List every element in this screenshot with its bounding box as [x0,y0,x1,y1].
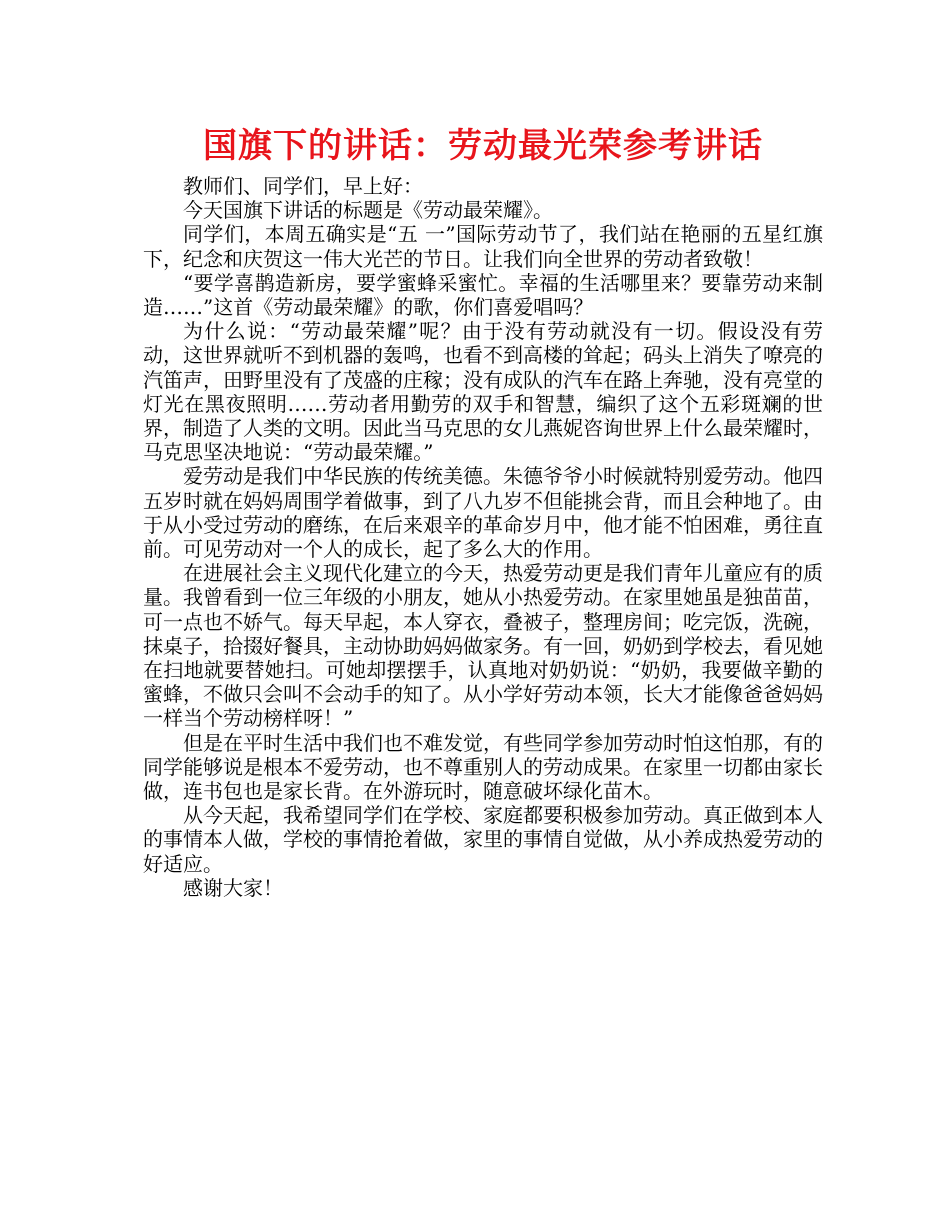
body-paragraph: “要学喜鹊造新房，要学蜜蜂采蜜忙。幸福的生活哪里来？要靠劳动来制造……”这首《劳动最荣耀》的歌，你们喜爱唱吗？ [143,270,823,320]
body-paragraph: 但是在平时生活中我们也不难发觉，有些同学参加劳动时怕这怕那，有的同学能够说是根本不爱劳动，也不尊重别人的劳动成果。在家里一切都由家长做，连书包也是家长背。在外游玩时，随意破坏绿化苗木。 [143,730,823,804]
topic-paragraph: 今天国旗下讲话的标题是《劳动最荣耀》。 [183,198,553,223]
body-paragraph: 在进展社会主义现代化建立的今天，热爱劳动更是我们青年儿童应有的质量。我曾看到一位三年级的小朋友，她从小热爱劳动。在家里她虽是独苗苗，可一点也不娇气。每天早起，本人穿衣，叠被子，整理房间；吃完饭，洗碗，抹桌子，拾掇好餐具，主动协助妈妈做家务。有一回，奶奶到学校去，看见她在扫地就要替她扫。可她却摆摆手，认真地对奶奶说：“奶奶，我要做辛勤的蜜蜂，不做只会叫不会动手的知了。从小学好劳动本领，长大才能像爸爸妈妈一样当个劳动榜样呀！” [143,561,823,731]
body-paragraph: 从今天起，我希望同学们在学校、家庭都要积极参加劳动。真正做到本人的事情本人做，学校的事情抢着做，家里的事情自觉做，从小养成热爱劳动的好适应。 [143,803,823,876]
body-paragraph: 同学们，本周五确实是“五 一”国际劳动节了，我们站在艳丽的五星红旗下，纪念和庆贺这一伟大光芒的节日。让我们向全世界的劳动者致敬！ [143,222,823,271]
document-body [143,174,823,900]
greeting-paragraph: 教师们、同学们，早上好： [183,174,423,198]
closing-paragraph: 感谢大家！ [183,875,283,900]
body-paragraph: 爱劳动是我们中华民族的传统美德。朱德爷爷小时候就特别爱劳动。他四五岁时就在妈妈周围学着做事，到了八九岁不但能挑会背，而且会种地了。由于从小受过劳动的磨练，在后来艰辛的革命岁月中，他才能不怕困难，勇往直前。可见劳动对一个人的成长，起了多么大的作用。 [143,464,823,562]
body-paragraph: 为什么说：“劳动最荣耀”呢？由于没有劳动就没有一切。假设没有劳动，这世界就听不到机器的轰鸣，也看不到高楼的耸起；码头上消失了嘹亮的汽笛声，田野里没有了茂盛的庄稼；没有成队的汽车在路上奔驰，没有亮堂的灯光在黑夜照明……劳动者用勤劳的双手和智慧，编织了这个五彩斑斓的世界，制造了人类的文明。因此当马克思的女儿燕妮咨询世界上什么最荣耀时，马克思坚决地说：“劳动最荣耀。” [143,319,823,465]
document-title: 国旗下的讲话：劳动最光荣参考讲话 [203,126,763,166]
document-page [143,124,823,900]
